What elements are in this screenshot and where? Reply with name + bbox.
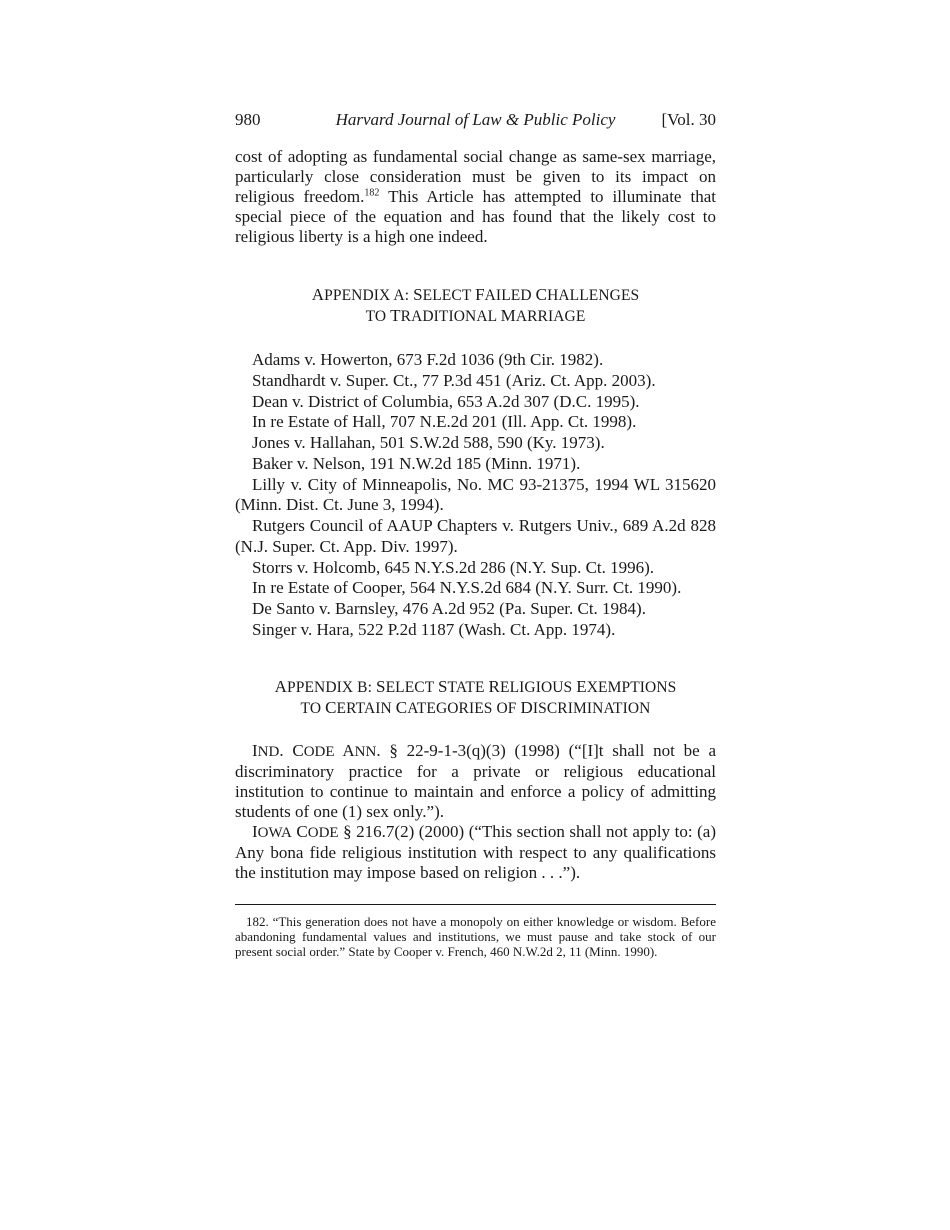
indiana-exemption: IND. CODE ANN. § 22-9-1-3(q)(3) (1998) (“[I]t shall not be a discriminatory practice for a private or religious educational institution to continue to maintain and enforce a policy of admitting students of one (1) sex only.”).	[235, 740, 717, 821]
case-citation: Standhardt v. Super. Ct., 77 P.3d 451 (Ariz. Ct. App. 2003).	[252, 370, 656, 390]
case-citation: Adams v. Howerton, 673 F.2d 1036 (9th Cir. 1982).	[252, 350, 604, 369]
footnote-text: “This generation does not have a monopoly on either knowledge or wisdom. Before abandoning fundamental values and institutions, we must pause and take stock of our present social order.” State by Cooper v. French, 460 N.W.2d 2, 11 (Minn. 1990).	[235, 913, 716, 959]
page-number: 980	[235, 110, 261, 129]
case-citation: Singer v. Hara, 522 P.2d 1187 (Wash. Ct. App. 1974).	[252, 619, 616, 639]
case-citation: Lilly v. City of Minneapolis, No. MC 93-21375, 1994 WL 315620 (Minn. Dist. Ct. June 3, 1994).	[235, 474, 716, 515]
appendix-b-heading-line1: APPENDIX B: SELECT STATE RELIGIOUS EXEMPTIONS	[274, 676, 677, 696]
case-list	[235, 350, 716, 641]
journal-title: Harvard Journal of Law & Public Policy	[335, 110, 616, 129]
case-citation: Dean v. District of Columbia, 653 A.2d 307 (D.C. 1995).	[252, 391, 640, 411]
exemptions-section	[235, 741, 716, 883]
volume-label: [Vol. 30	[661, 110, 716, 129]
case-citation: Baker v. Nelson, 191 N.W.2d 185 (Minn. 1971).	[252, 453, 581, 473]
case-citation: Rutgers Council of AAUP Chapters v. Rutgers Univ., 689 A.2d 828 (N.J. Super. Ct. App. Div. 1997).	[235, 516, 716, 556]
appendix-a-heading	[235, 285, 716, 327]
footnote-182	[235, 914, 716, 960]
continuation-text-after: This Article has attempted to illuminate that special piece of the equation and has found that the likely cost to religious liberty is a high one indeed.	[235, 187, 716, 246]
appendix-a-heading-line2: TO TRADITIONAL MARRIAGE	[365, 306, 586, 325]
running-head	[235, 108, 716, 132]
footnote-divider	[235, 904, 716, 905]
appendix-b-heading-line2: TO CERTAIN CATEGORIES OF DISCRIMINATION	[300, 697, 651, 717]
appendix-a-heading-line1: APPENDIX A: SELECT FAILED CHALLENGES	[311, 285, 640, 304]
case-citation: In re Estate of Hall, 707 N.E.2d 201 (Ill. App. Ct. 1998).	[252, 412, 637, 432]
journal-page	[235, 108, 716, 959]
footnote-reference[interactable]: 182	[364, 187, 380, 199]
case-citation: Jones v. Hallahan, 501 S.W.2d 588, 590 (Ky. 1973).	[252, 433, 605, 452]
iowa-exemption: IOWA CODE § 216.7(2) (2000) (“This section shall not apply to: (a) Any bona fide religious institution with respect to any qualifications the institution may impose based on religion . . .”).	[235, 821, 717, 882]
footnote-number: 182.	[246, 913, 269, 929]
case-citation: In re Estate of Cooper, 564 N.Y.S.2d 684 (N.Y. Surr. Ct. 1990).	[252, 578, 682, 598]
continuation-text-before: cost of adopting as fundamental social change as same-sex marriage, particularly close consideration must be given to its impact on religious freedom.	[235, 147, 716, 206]
case-citation: Storrs v. Holcomb, 645 N.Y.S.2d 286 (N.Y. Sup. Ct. 1996).	[252, 557, 655, 577]
appendix-b-heading	[235, 677, 716, 719]
continuation-paragraph	[235, 147, 716, 247]
case-citation: De Santo v. Barnsley, 476 A.2d 952 (Pa. Super. Ct. 1984).	[252, 599, 646, 618]
